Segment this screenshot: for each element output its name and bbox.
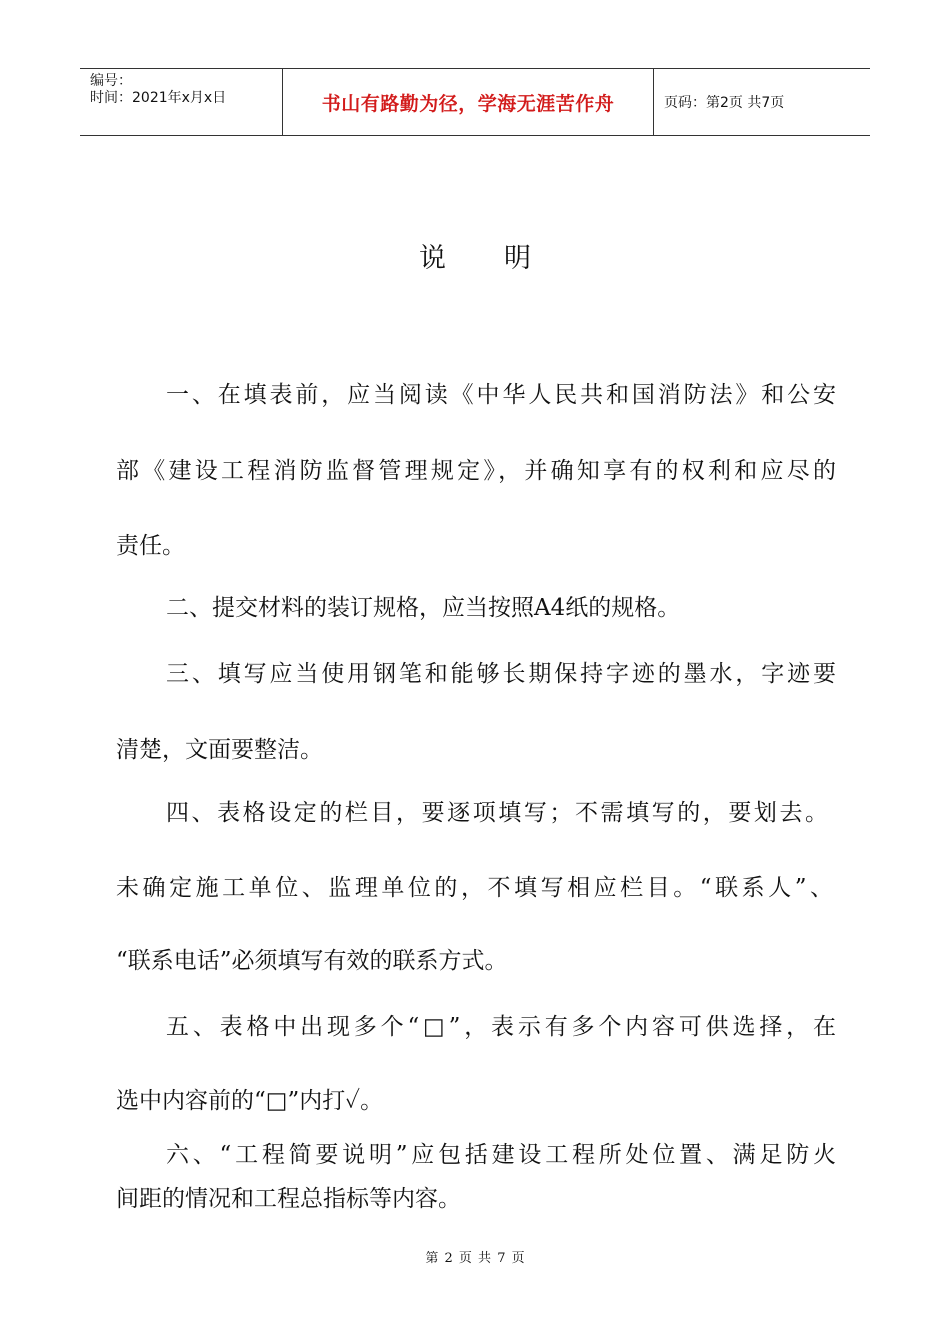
paragraph-line: 六、“工程简要说明”应包括建设工程所处位置、满足防火	[166, 1142, 836, 1168]
paragraph-line: 一、在填表前，应当阅读《中华人民共和国消防法》和公安	[166, 382, 836, 408]
page-footer: 第 2 页 共 7 页	[425, 1251, 525, 1266]
paragraph-line: 四、表格设定的栏目，要逐项填写；不需填写的，要划去。	[166, 800, 828, 826]
paragraph-line: 五、表格中出现多个“□”，表示有多个内容可供选择，在	[166, 1014, 836, 1040]
page-title: 说明	[419, 243, 589, 274]
paragraph-line: 间距的情况和工程总指标等内容。	[116, 1186, 461, 1212]
document-number-label: 编号：	[90, 73, 132, 89]
paragraph-line: 三、填写应当使用钢笔和能够长期保持字迹的墨水，字迹要	[166, 661, 836, 687]
document-date-label: 时间：2021年x月x日	[90, 90, 227, 106]
header-page-label: 页码：第2页 共7页	[664, 95, 785, 111]
header-table	[80, 68, 870, 136]
paragraph-line: 责任。	[116, 533, 185, 559]
paragraph-line: 未确定施工单位、监理单位的，不填写相应栏目。“联系人”、	[116, 875, 833, 901]
paragraph-line: “联系电话”必须填写有效的联系方式。	[116, 948, 508, 974]
paragraph-line: 选中内容前的“□”内打✓。	[116, 1088, 384, 1114]
paragraph-line: 二、提交材料的装订规格，应当按照A4纸的规格。	[166, 595, 681, 621]
header-info-cell	[80, 69, 282, 135]
header-motto: 书山有路勤为径，学海无涯苦作舟	[282, 69, 654, 135]
paragraph-line: 清楚，文面要整洁。	[116, 737, 323, 763]
paragraph-line: 部《建设工程消防监督管理规定》，并确知享有的权利和应尽的	[116, 458, 836, 484]
